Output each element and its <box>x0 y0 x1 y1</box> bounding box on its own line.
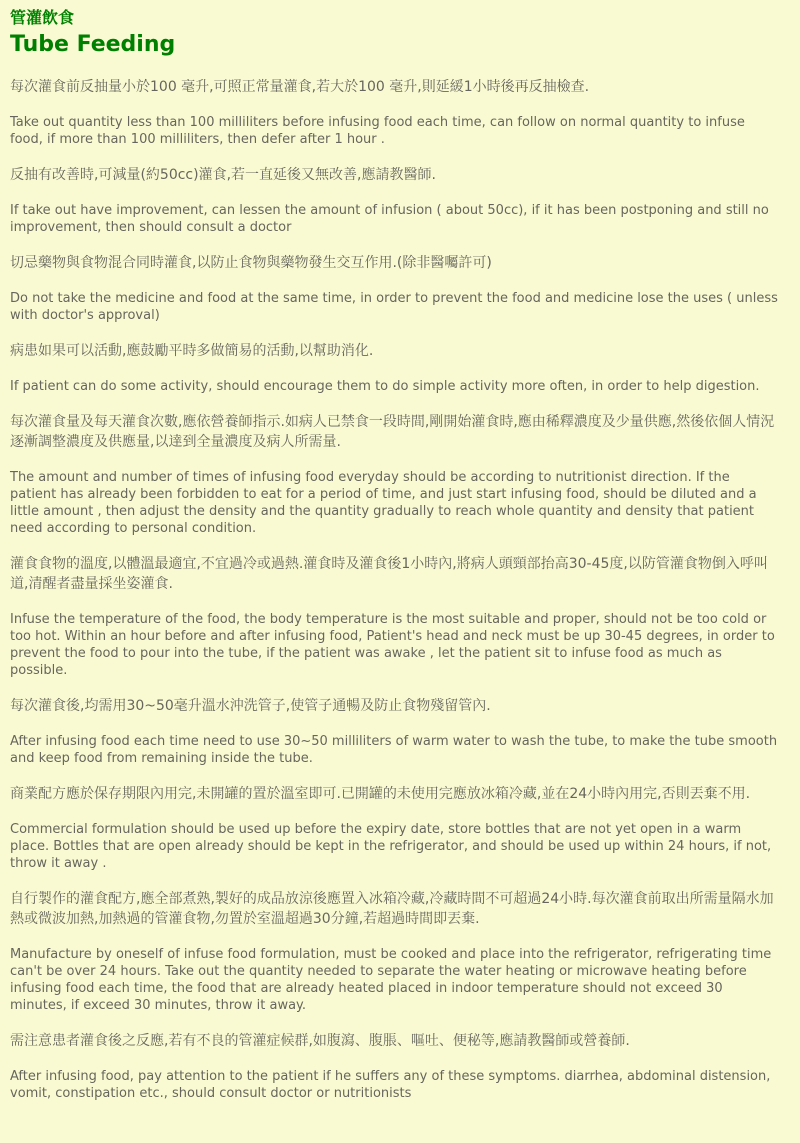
paragraph-en-5: The amount and number of times of infusing food everyday should be according to nutritionist direction. If the patient has already been forbidden to eat for a period of time, and just start infusing food, should be diluted and a little amount , then adjust the density and the quantity gradually to reach whole quantity and density that patient need according to personal condition. <box>10 469 757 536</box>
paragraph-en-4: If patient can do some activity, should encourage them to do simple activity more often, in order to help digestion. <box>10 378 760 394</box>
paragraph-en-2: If take out have improvement, can lessen the amount of infusion ( about 50cc), if it has been postponing and still no improvement, then should consult a doctor <box>10 202 769 235</box>
paragraph-zh-8: 商業配方應於保存期限內用完,未開罐的置於溫室即可.已開罐的未使用完應放冰箱冷藏,並在24小時內用完,否則丟棄不用. <box>10 785 751 802</box>
paragraph-zh-10: 需注意患者灌食後之反應,若有不良的管灌症候群,如腹瀉、腹脹、嘔吐、便秘等,應請教醫師或營養師. <box>10 1032 630 1049</box>
paragraph-en-10: After infusing food, pay attention to the patient if he suffers any of these symptoms. diarrhea, abdominal distension, vomit, constipation etc., should consult doctor or nutritionists <box>10 1068 771 1101</box>
paragraph-en-6: Infuse the temperature of the food, the body temperature is the most suitable and proper, should not be too cold or too hot. Within an hour before and after infusing food, Patient's head and neck must be up 30-45 degrees, in order to prevent the food to pour into the tube, if the patient was awake , let the patient sit to infuse food as much as possible. <box>10 611 775 678</box>
paragraph-zh-2: 反抽有改善時,可減量(約50cc)灌食,若一直延後又無改善,應請教醫師. <box>10 166 436 183</box>
paragraph-zh-9: 自行製作的灌食配方,應全部煮熟,製好的成品放涼後應置入冰箱冷藏,冷藏時間不可超過24小時.每次灌食前取出所需量隔水加熱或微波加熱,加熱過的管灌食物,勿置於室溫超過30分鐘,若超過時間即丟棄. <box>10 890 774 927</box>
paragraph-zh-6: 灌食食物的溫度,以體溫最適宜,不宜過冷或過熱.灌食時及灌食後1小時內,將病人頭頸部抬高30-45度,以防管灌食物倒入呼叫道,清醒者盡量採坐姿灌食. <box>10 555 768 592</box>
page-title-chinese: 管灌飲食 <box>10 8 75 27</box>
page-title-english: Tube Feeding <box>10 32 176 58</box>
paragraph-zh-5: 每次灌食量及每天灌食次數,應依營養師指示.如病人已禁食一段時間,剛開始灌食時,應由稀釋濃度及少量供應,然後依個人情況逐漸調整濃度及供應量,以達到全量濃度及病人所需量. <box>10 413 775 450</box>
paragraph-en-9: Manufacture by oneself of infuse food formulation, must be cooked and place into the refrigerator, refrigerating time can't be over 24 hours. Take out the quantity needed to separate the water heating or microwave heating before infusing food each time, the food that are already heated placed in indoor temperature should not exceed 30 minutes, if exceed 30 minutes, throw it away. <box>10 946 772 1013</box>
paragraph-en-3: Do not take the medicine and food at the same time, in order to prevent the food and medicine lose the uses ( unless with doctor's approval) <box>10 290 778 323</box>
paragraph-zh-1: 每次灌食前反抽量小於100 毫升,可照正常量灌食,若大於100 毫升,則延緩1小時後再反抽檢查. <box>10 78 590 95</box>
paragraph-en-8: Commercial formulation should be used up before the expiry date, store bottles that are not yet open in a warm place. Bottles that are open already should be kept in the refrigerator, and should be used up within 24 hours, if not, throw it away . <box>10 821 772 871</box>
paragraph-en-7: After infusing food each time need to use 30~50 milliliters of warm water to wash the tube, to make the tube smooth and keep food from remaining inside the tube. <box>10 733 778 766</box>
paragraph-en-1: Take out quantity less than 100 milliliters before infusing food each time, can follow on normal quantity to infuse food, if more than 100 milliliters, then defer after 1 hour . <box>10 114 745 147</box>
paragraph-zh-4: 病患如果可以活動,應鼓勵平時多做簡易的活動,以幫助消化. <box>10 342 374 359</box>
paragraph-zh-7: 每次灌食後,均需用30~50毫升溫水沖洗管子,使管子通暢及防止食物殘留管內. <box>10 697 491 714</box>
paragraph-zh-3: 切忌藥物與食物混合同時灌食,以防止食物與藥物發生交互作用.(除非醫囑許可) <box>10 254 492 271</box>
